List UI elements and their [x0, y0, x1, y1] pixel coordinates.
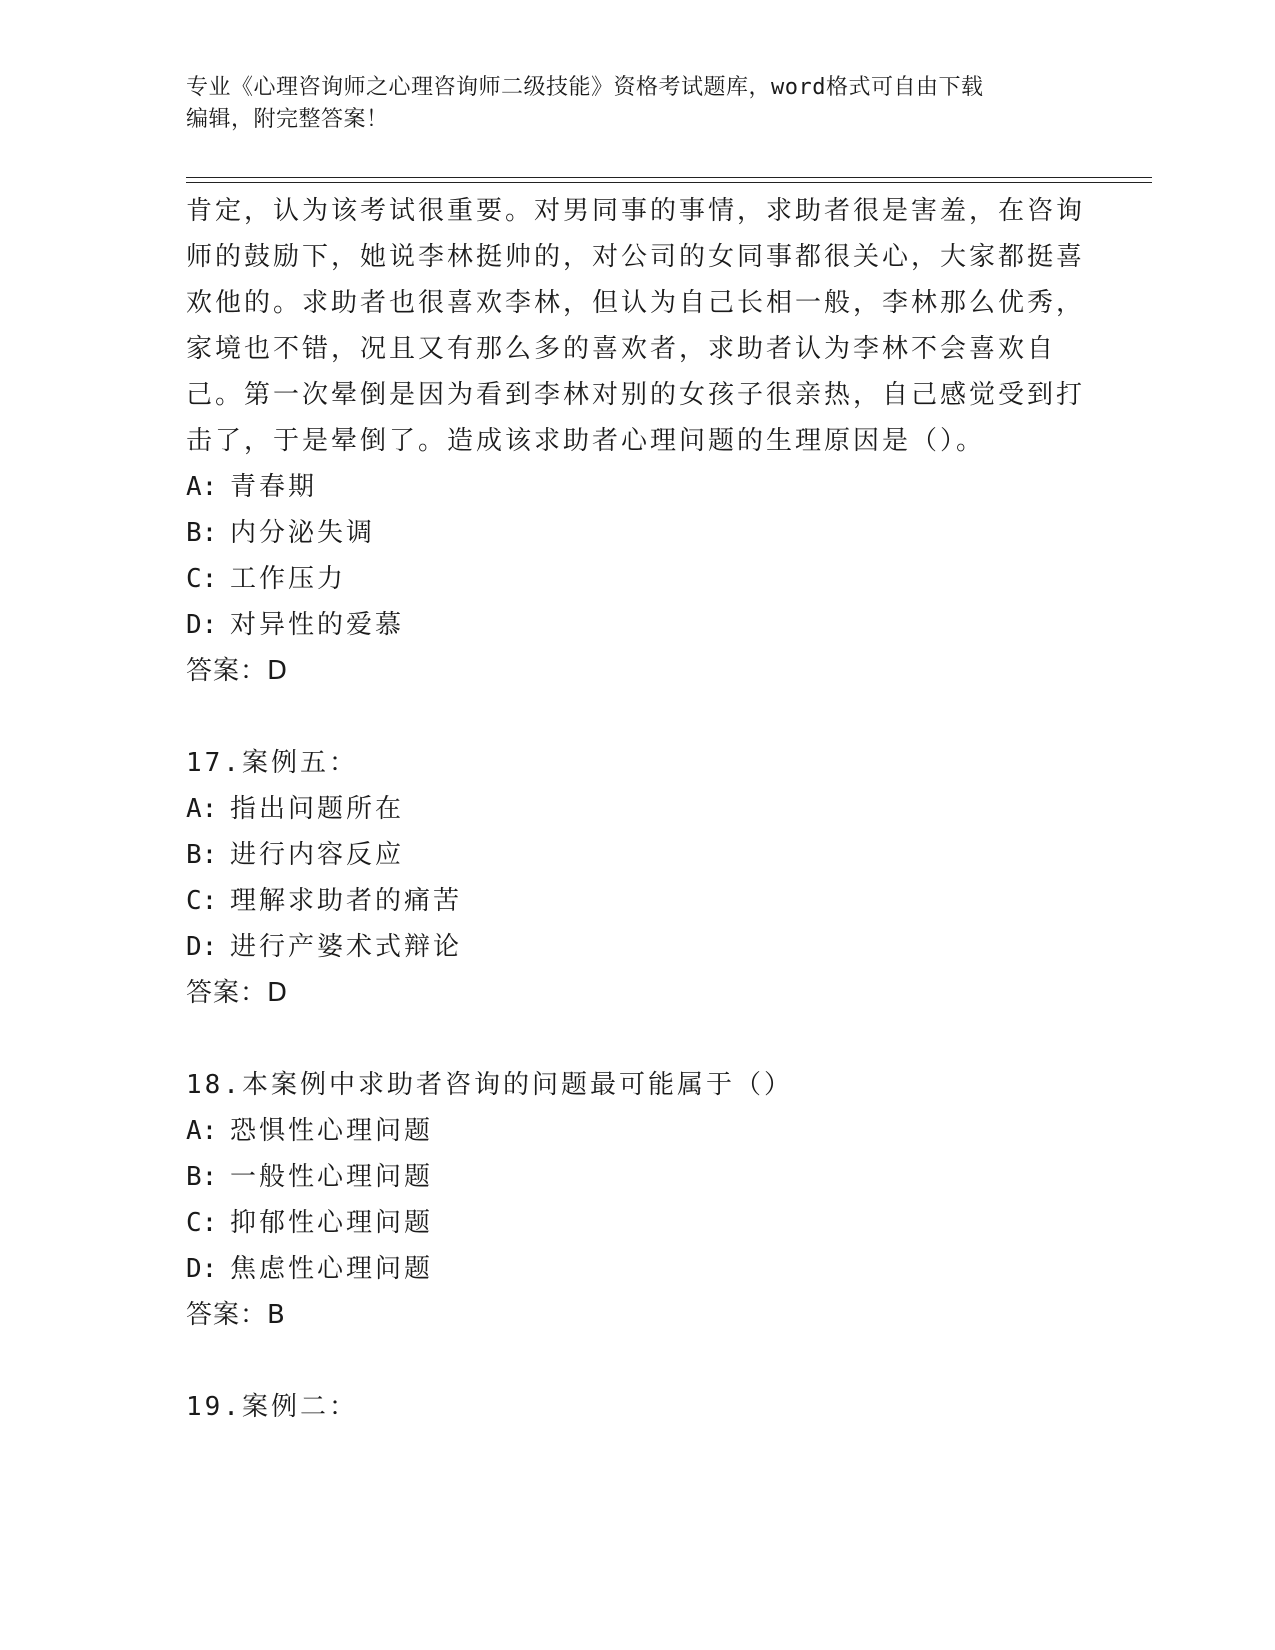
option-a	[186, 1108, 1086, 1154]
question-title: 17.案例五：	[186, 748, 358, 778]
option-a	[186, 464, 1086, 510]
option-c	[186, 878, 1086, 924]
option-label: B:	[186, 1162, 218, 1192]
option-text: 一般性心理问题	[230, 1162, 434, 1192]
option-label: A:	[186, 472, 218, 502]
option-text: 指出问题所在	[230, 794, 405, 824]
document-header	[186, 72, 1066, 136]
option-text: 理解求助者的痛苦	[230, 886, 463, 916]
option-d	[186, 602, 1086, 648]
question-list	[186, 188, 1086, 1430]
answer: 答案：B	[186, 1300, 286, 1330]
option-a	[186, 786, 1086, 832]
option-label: B:	[186, 840, 218, 870]
question-17	[186, 740, 1086, 1016]
spacer	[186, 1016, 1086, 1062]
header-divider-bottom	[186, 182, 1152, 183]
option-label: A:	[186, 794, 218, 824]
option-b	[186, 1154, 1086, 1200]
option-d	[186, 1246, 1086, 1292]
option-b	[186, 510, 1086, 556]
question-19	[186, 1384, 1086, 1430]
question-16	[186, 188, 1086, 694]
option-b	[186, 832, 1086, 878]
option-label: D:	[186, 610, 218, 640]
question-title: 19.案例二：	[186, 1392, 358, 1422]
option-text: 抑郁性心理问题	[230, 1208, 434, 1238]
question-18	[186, 1062, 1086, 1338]
question-16-text: 肯定，认为该考试很重要。对男同事的事情，求助者很是害羞，在咨询师的鼓励下，她说李林挺帅的，对公司的女同事都很关心，大家都挺喜欢他的。求助者也很喜欢李林，但认为自己长相一般，李林那么优秀，家境也不错，况且又有那么多的喜欢者，求助者认为李林不会喜欢自己。第一次晕倒是因为看到李林对别的女孩子很亲热，自己感觉受到打击了，于是晕倒了。造成该求助者心理问题的生理原因是（）。	[186, 196, 1086, 456]
option-text: 工作压力	[230, 564, 347, 594]
option-label: A:	[186, 1116, 218, 1146]
header-line-2: 编辑，附完整答案！	[186, 107, 389, 132]
option-text: 青春期	[230, 472, 318, 502]
option-text: 进行产婆术式辩论	[230, 932, 463, 962]
option-text: 对异性的爱慕	[230, 610, 405, 640]
option-text: 内分泌失调	[230, 518, 376, 548]
option-label: C:	[186, 1208, 218, 1238]
answer: 答案：D	[186, 978, 289, 1008]
spacer	[186, 694, 1086, 740]
spacer	[186, 1338, 1086, 1384]
option-text: 焦虑性心理问题	[230, 1254, 434, 1284]
option-c	[186, 1200, 1086, 1246]
option-label: D:	[186, 932, 218, 962]
header-line-1: 专业《心理咨询师之心理咨询师二级技能》资格考试题库，word格式可自由下载	[186, 75, 984, 100]
option-label: B:	[186, 518, 218, 548]
option-d	[186, 924, 1086, 970]
header-divider-top	[186, 177, 1152, 178]
option-text: 进行内容反应	[230, 840, 405, 870]
option-label: C:	[186, 886, 218, 916]
answer: 答案：D	[186, 656, 289, 686]
option-c	[186, 556, 1086, 602]
option-text: 恐惧性心理问题	[230, 1116, 434, 1146]
option-label: C:	[186, 564, 218, 594]
option-label: D:	[186, 1254, 218, 1284]
question-title: 18.本案例中求助者咨询的问题最可能属于（）	[186, 1070, 793, 1100]
